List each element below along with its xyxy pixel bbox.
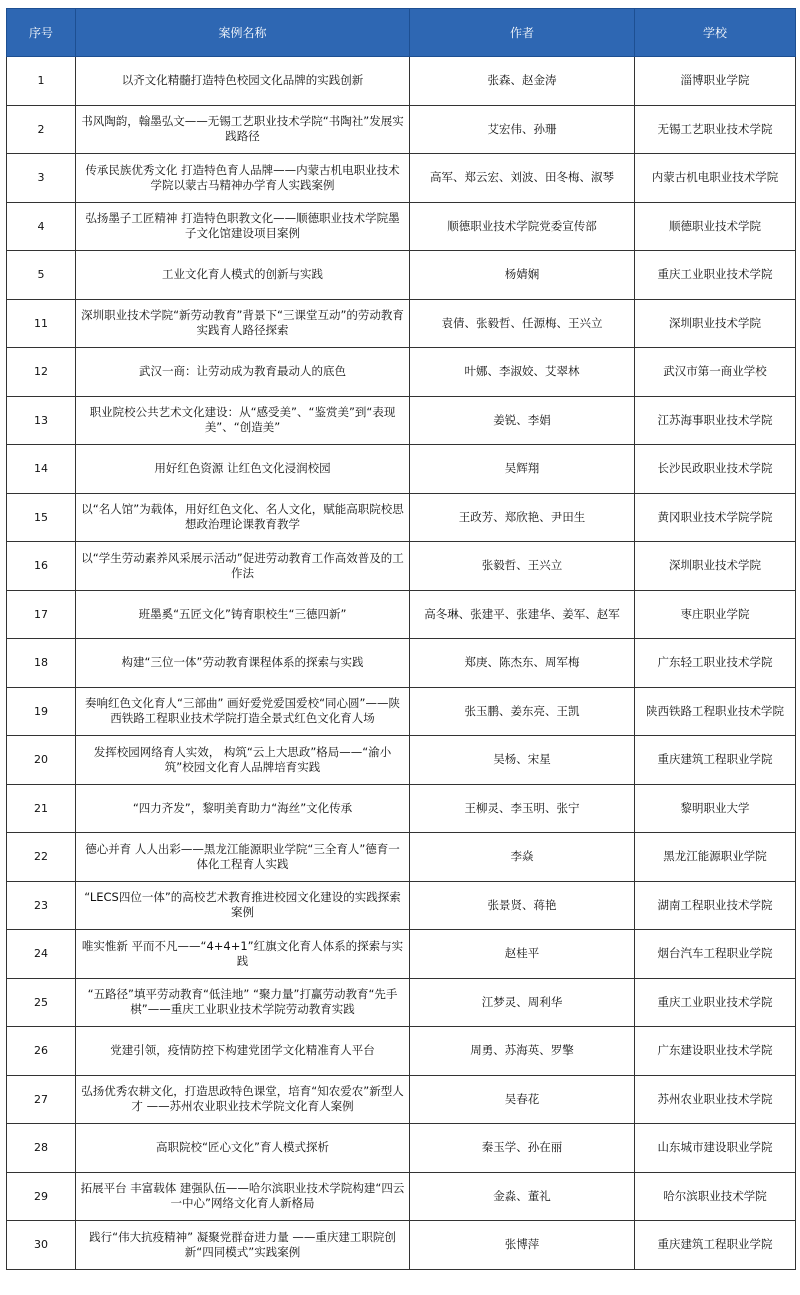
cell-school: 枣庄职业学院 — [635, 590, 796, 639]
table-row — [7, 881, 796, 930]
cell-no: 27 — [7, 1075, 76, 1124]
table-body — [7, 57, 796, 1270]
cell-no: 14 — [7, 445, 76, 494]
cell-author: 赵桂平 — [410, 930, 635, 979]
header-author: 作者 — [410, 9, 635, 57]
table-row — [7, 930, 796, 979]
cell-title: 职业院校公共艺术文化建设：从“感受美”、“鉴赏美”到“表现美”、“创造美” — [76, 396, 410, 445]
cell-no: 17 — [7, 590, 76, 639]
cell-no: 11 — [7, 299, 76, 348]
cell-school: 淄博职业学院 — [635, 57, 796, 106]
table-row — [7, 154, 796, 203]
cell-author: 高军、郑云宏、刘波、田冬梅、淑琴 — [410, 154, 635, 203]
cell-school: 内蒙古机电职业技术学院 — [635, 154, 796, 203]
cell-no: 30 — [7, 1221, 76, 1270]
cell-author: 吴辉翔 — [410, 445, 635, 494]
cell-author: 金淼、董礼 — [410, 1172, 635, 1221]
table-row — [7, 590, 796, 639]
table-row — [7, 57, 796, 106]
case-table — [6, 8, 796, 1270]
cell-school: 湖南工程职业技术学院 — [635, 881, 796, 930]
table-row — [7, 445, 796, 494]
cell-author: 高冬琳、张建平、张建华、姜军、赵军 — [410, 590, 635, 639]
table-row — [7, 833, 796, 882]
cell-school: 深圳职业技术学院 — [635, 542, 796, 591]
cell-author: 艾宏伟、孙珊 — [410, 105, 635, 154]
table-row — [7, 1027, 796, 1076]
cell-title: 班墨奚“五匠文化”铸育职校生“三德四新” — [76, 590, 410, 639]
cell-author: 秦玉学、孙在丽 — [410, 1124, 635, 1173]
cell-school: 重庆建筑工程职业学院 — [635, 736, 796, 785]
cell-no: 28 — [7, 1124, 76, 1173]
cell-school: 深圳职业技术学院 — [635, 299, 796, 348]
cell-school: 广东轻工职业技术学院 — [635, 639, 796, 688]
cell-school: 江苏海事职业技术学院 — [635, 396, 796, 445]
cell-school: 黑龙江能源职业学院 — [635, 833, 796, 882]
table-row — [7, 299, 796, 348]
header-no: 序号 — [7, 9, 76, 57]
cell-title: 构建“三位一体”劳动教育课程体系的探索与实践 — [76, 639, 410, 688]
cell-title: 深圳职业技术学院“新劳动教育”背景下“三课堂互动”的劳动教育实践育人路径探索 — [76, 299, 410, 348]
cell-author: 叶娜、李淑姣、艾翠林 — [410, 348, 635, 397]
table-row — [7, 542, 796, 591]
table-row — [7, 1172, 796, 1221]
cell-title: 唯实惟新 平而不凡——“4+4+1”红旗文化育人体系的探索与实践 — [76, 930, 410, 979]
table-row — [7, 1075, 796, 1124]
cell-school: 长沙民政职业技术学院 — [635, 445, 796, 494]
cell-school: 无锡工艺职业技术学院 — [635, 105, 796, 154]
cell-author: 李焱 — [410, 833, 635, 882]
cell-no: 22 — [7, 833, 76, 882]
cell-school: 重庆工业职业技术学院 — [635, 251, 796, 300]
cell-author: 张毅哲、王兴立 — [410, 542, 635, 591]
table-row — [7, 396, 796, 445]
cell-school: 顺德职业技术学院 — [635, 202, 796, 251]
cell-author: 吴杨、宋星 — [410, 736, 635, 785]
cell-author: 江梦灵、周利华 — [410, 978, 635, 1027]
cell-author: 张森、赵金涛 — [410, 57, 635, 106]
cell-author: 袁倩、张毅哲、任源梅、王兴立 — [410, 299, 635, 348]
cell-school: 重庆工业职业技术学院 — [635, 978, 796, 1027]
cell-title: 书风陶韵，翰墨弘文——无锡工艺职业技术学院“书陶社”发展实践路径 — [76, 105, 410, 154]
cell-school: 武汉市第一商业学校 — [635, 348, 796, 397]
cell-author: 顺德职业技术学院党委宣传部 — [410, 202, 635, 251]
cell-no: 26 — [7, 1027, 76, 1076]
cell-title: 传承民族优秀文化 打造特色育人品牌——内蒙古机电职业技术学院以蒙古马精神办学育人实践案例 — [76, 154, 410, 203]
cell-school: 烟台汽车工程职业学院 — [635, 930, 796, 979]
table-header-row — [7, 9, 796, 57]
cell-school: 哈尔滨职业技术学院 — [635, 1172, 796, 1221]
cell-title: “五路径”填平劳动教育“低洼地” “聚力量”打赢劳动教育“先手棋”——重庆工业职业技术学院劳动教育实践 — [76, 978, 410, 1027]
table-row — [7, 978, 796, 1027]
cell-no: 20 — [7, 736, 76, 785]
cell-title: 党建引领，疫情防控下构建党团学文化精准育人平台 — [76, 1027, 410, 1076]
cell-author: 张玉鹏、姜东亮、王凯 — [410, 687, 635, 736]
cell-no: 19 — [7, 687, 76, 736]
case-list — [6, 8, 795, 1270]
cell-no: 23 — [7, 881, 76, 930]
cell-title: 发挥校园网络育人实效， 构筑“云上大思政”格局——“渝小筑”校园文化育人品牌培育实践 — [76, 736, 410, 785]
cell-title: 以“学生劳动素养风采展示活动”促进劳动教育工作高效普及的工作法 — [76, 542, 410, 591]
cell-school: 山东城市建设职业学院 — [635, 1124, 796, 1173]
cell-no: 15 — [7, 493, 76, 542]
table-row — [7, 736, 796, 785]
table-row — [7, 1124, 796, 1173]
cell-author: 张景贤、蒋艳 — [410, 881, 635, 930]
table-row — [7, 348, 796, 397]
cell-no: 13 — [7, 396, 76, 445]
cell-author: 王政芳、郑欣艳、尹田生 — [410, 493, 635, 542]
table-row — [7, 202, 796, 251]
cell-title: 工业文化育人模式的创新与实践 — [76, 251, 410, 300]
cell-no: 3 — [7, 154, 76, 203]
cell-title: 武汉一商：让劳动成为教育最动人的底色 — [76, 348, 410, 397]
cell-title: 高职院校“匠心文化”育人模式探析 — [76, 1124, 410, 1173]
table-row — [7, 687, 796, 736]
table-row — [7, 251, 796, 300]
table-row — [7, 639, 796, 688]
cell-school: 黄冈职业技术学院学院 — [635, 493, 796, 542]
cell-no: 12 — [7, 348, 76, 397]
cell-no: 18 — [7, 639, 76, 688]
cell-author: 王柳灵、李玉明、张宁 — [410, 784, 635, 833]
table-row — [7, 105, 796, 154]
header-title: 案例名称 — [76, 9, 410, 57]
cell-school: 黎明职业大学 — [635, 784, 796, 833]
cell-title: 德心并育 人人出彩——黑龙江能源职业学院“三全育人”德育一体化工程育人实践 — [76, 833, 410, 882]
table-row — [7, 493, 796, 542]
cell-no: 16 — [7, 542, 76, 591]
cell-title: 奏响红色文化育人“三部曲” 画好爱党爱国爱校“同心圆”——陕西铁路工程职业技术学院打造全景式红色文化育人场 — [76, 687, 410, 736]
cell-school: 苏州农业职业技术学院 — [635, 1075, 796, 1124]
cell-title: 弘扬优秀农耕文化，打造思政特色课堂，培育“知农爱农”新型人才 ——苏州农业职业技术学院文化育人案例 — [76, 1075, 410, 1124]
cell-author: 张博萍 — [410, 1221, 635, 1270]
table-row — [7, 784, 796, 833]
cell-no: 4 — [7, 202, 76, 251]
cell-title: 践行“伟大抗疫精神” 凝聚党群奋进力量 ——重庆建工职院创新“四同模式”实践案例 — [76, 1221, 410, 1270]
cell-author: 吴春花 — [410, 1075, 635, 1124]
header-school: 学校 — [635, 9, 796, 57]
cell-author: 杨婧娴 — [410, 251, 635, 300]
cell-no: 24 — [7, 930, 76, 979]
cell-title: 用好红色资源 让红色文化浸润校园 — [76, 445, 410, 494]
cell-no: 25 — [7, 978, 76, 1027]
cell-title: 弘扬墨子工匠精神 打造特色职教文化——顺德职业技术学院墨子文化馆建设项目案例 — [76, 202, 410, 251]
cell-school: 重庆建筑工程职业学院 — [635, 1221, 796, 1270]
cell-author: 姜锐、李娟 — [410, 396, 635, 445]
cell-school: 广东建设职业技术学院 — [635, 1027, 796, 1076]
cell-title: “LECS四位一体”的高校艺术教育推进校园文化建设的实践探索案例 — [76, 881, 410, 930]
cell-title: “四力齐发”，黎明美育助力“海丝”文化传承 — [76, 784, 410, 833]
cell-title: 拓展平台 丰富载体 建强队伍——哈尔滨职业技术学院构建“四云一中心”网络文化育人新格局 — [76, 1172, 410, 1221]
cell-author: 周勇、苏海英、罗擎 — [410, 1027, 635, 1076]
cell-no: 5 — [7, 251, 76, 300]
cell-school: 陕西铁路工程职业技术学院 — [635, 687, 796, 736]
table-row — [7, 1221, 796, 1270]
cell-title: 以齐文化精髓打造特色校园文化品牌的实践创新 — [76, 57, 410, 106]
cell-no: 29 — [7, 1172, 76, 1221]
cell-no: 2 — [7, 105, 76, 154]
cell-no: 21 — [7, 784, 76, 833]
cell-no: 1 — [7, 57, 76, 106]
cell-author: 郑庚、陈杰东、周军梅 — [410, 639, 635, 688]
cell-title: 以“名人馆”为载体，用好红色文化、名人文化，赋能高职院校思想政治理论课教育教学 — [76, 493, 410, 542]
